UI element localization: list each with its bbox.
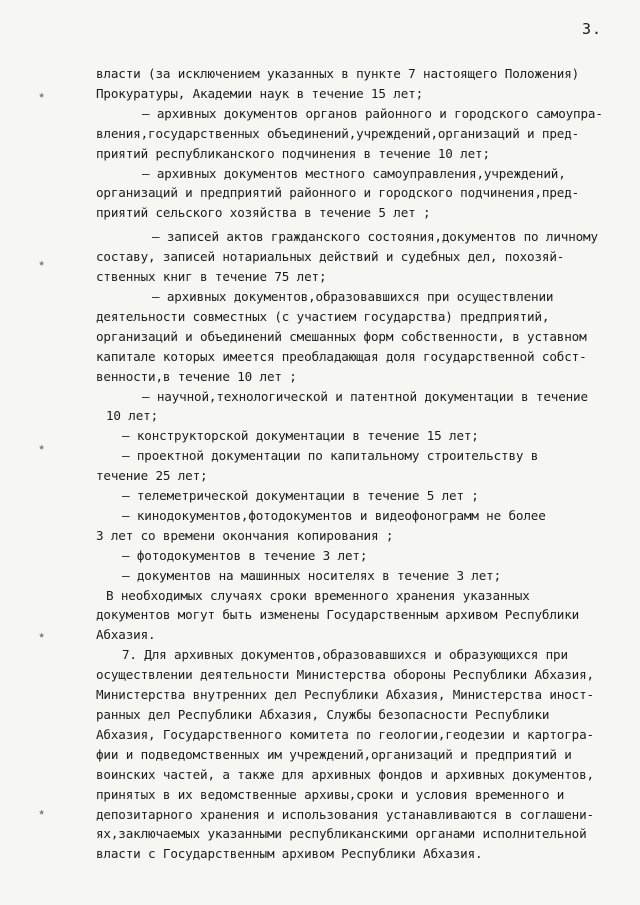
text-line: венности,в течение 10 лет ; [96,368,297,384]
binding-hole-mark: ٭ [38,628,46,642]
text-line: депозитарного хранения и использования устанавливаются в соглашени- [96,806,594,822]
text-line: капитале которых имеется преобладающая доля государственной собст- [96,348,587,364]
text-line: власти с Государственным архивом Республики Абхазия. [96,846,483,862]
binding-hole-mark: ٭ [38,88,46,102]
text-line: ях,заключаемых указанными республиканскими органами исполнительной [96,826,587,842]
text-line: организаций и объединений смешанных форм собственности, в уставном [96,328,587,344]
text-line: приятий республиканского подчинения в течение 10 лет; [96,145,490,161]
text-line: ственных книг в течение 75 лет; [96,269,327,285]
text-line: Министерства внутренних дел Республики Абхазия, Министерства иност- [96,687,594,703]
text-line: фии и подведомственных им учреждений,организаций и предприятий и [96,746,572,762]
list-item: – проектной документации по капитальному строительству в [122,448,539,464]
text-line: ранных дел Республики Абхазия, Службы безопасности Республики [96,707,550,722]
text-line: приятий сельского хозяйства в течение 5 лет ; [96,205,431,221]
text-line: власти (за исключением указанных в пункте 7 настоящего Положения) [96,66,580,81]
paragraph-start: В необходимых случаях сроки временного хранения указанных [106,587,530,603]
list-item: – конструкторской документации в течение 15 лет; [122,428,479,444]
list-item: – архивных документов органов районного и городского самоупра- [142,105,603,121]
text-line: осуществлении деятельности Министерства обороны Республики Абхазия, [96,667,594,683]
binding-hole-mark: ٭ [38,440,46,454]
page-number: 3. [582,20,603,38]
list-item: – телеметрической документации в течение 5 лет ; [122,488,479,504]
paragraph-start: 7. Для архивных документов,образовавшихся и образующихся при [122,647,568,663]
list-item: – фотодокументов в течение 3 лет; [122,547,368,563]
text-line: 3 лет со времени окончания копирования ; [96,527,394,543]
list-item: – научной,технологической и патентной документации в течение [142,388,588,404]
text-line: Абхазия, Государственного комитета по геологии,геодезии и картогра- [96,726,594,742]
list-item: – архивных документов местного самоуправления,учреждений, [142,165,566,181]
binding-hole-mark: ٭ [38,256,46,270]
text-line: организаций и предприятий районного и городского подчинения,пред- [96,185,580,201]
text-line: вления,государственных объединений,учреждений,организаций и пред- [96,125,580,141]
list-item: – записей актов гражданского состояния,документов по личному [152,229,598,245]
text-line: составу, записей нотариальных действий и судебных дел, похозяй- [96,249,565,265]
text-line: Прокуратуры, Академии наук в течение 15 лет; [96,85,424,101]
text-line: принятых в их ведомственные архивы,сроки и условия временного и [96,786,565,802]
list-item: – архивных документов,образовавшихся при осуществлении [152,288,554,304]
document-body [96,64,622,864]
text-line: деятельности совместных (с участием государства) предприятий, [96,308,550,324]
text-line: течение 25 лет; [96,468,208,484]
text-line: документов могут быть изменены Государственным архивом Республики [96,607,580,623]
binding-hole-mark: ٭ [38,805,46,819]
text-line: Абхазия. [96,627,156,643]
list-item: – документов на машинных носителях в течение 3 лет; [122,567,502,583]
text-line: воинских частей, а также для архивных фондов и архивных документов, [96,766,594,782]
text-line: 10 лет; [106,408,159,424]
list-item: – кинодокументов,фотодокументов и видеофонограмм не более [122,507,546,523]
